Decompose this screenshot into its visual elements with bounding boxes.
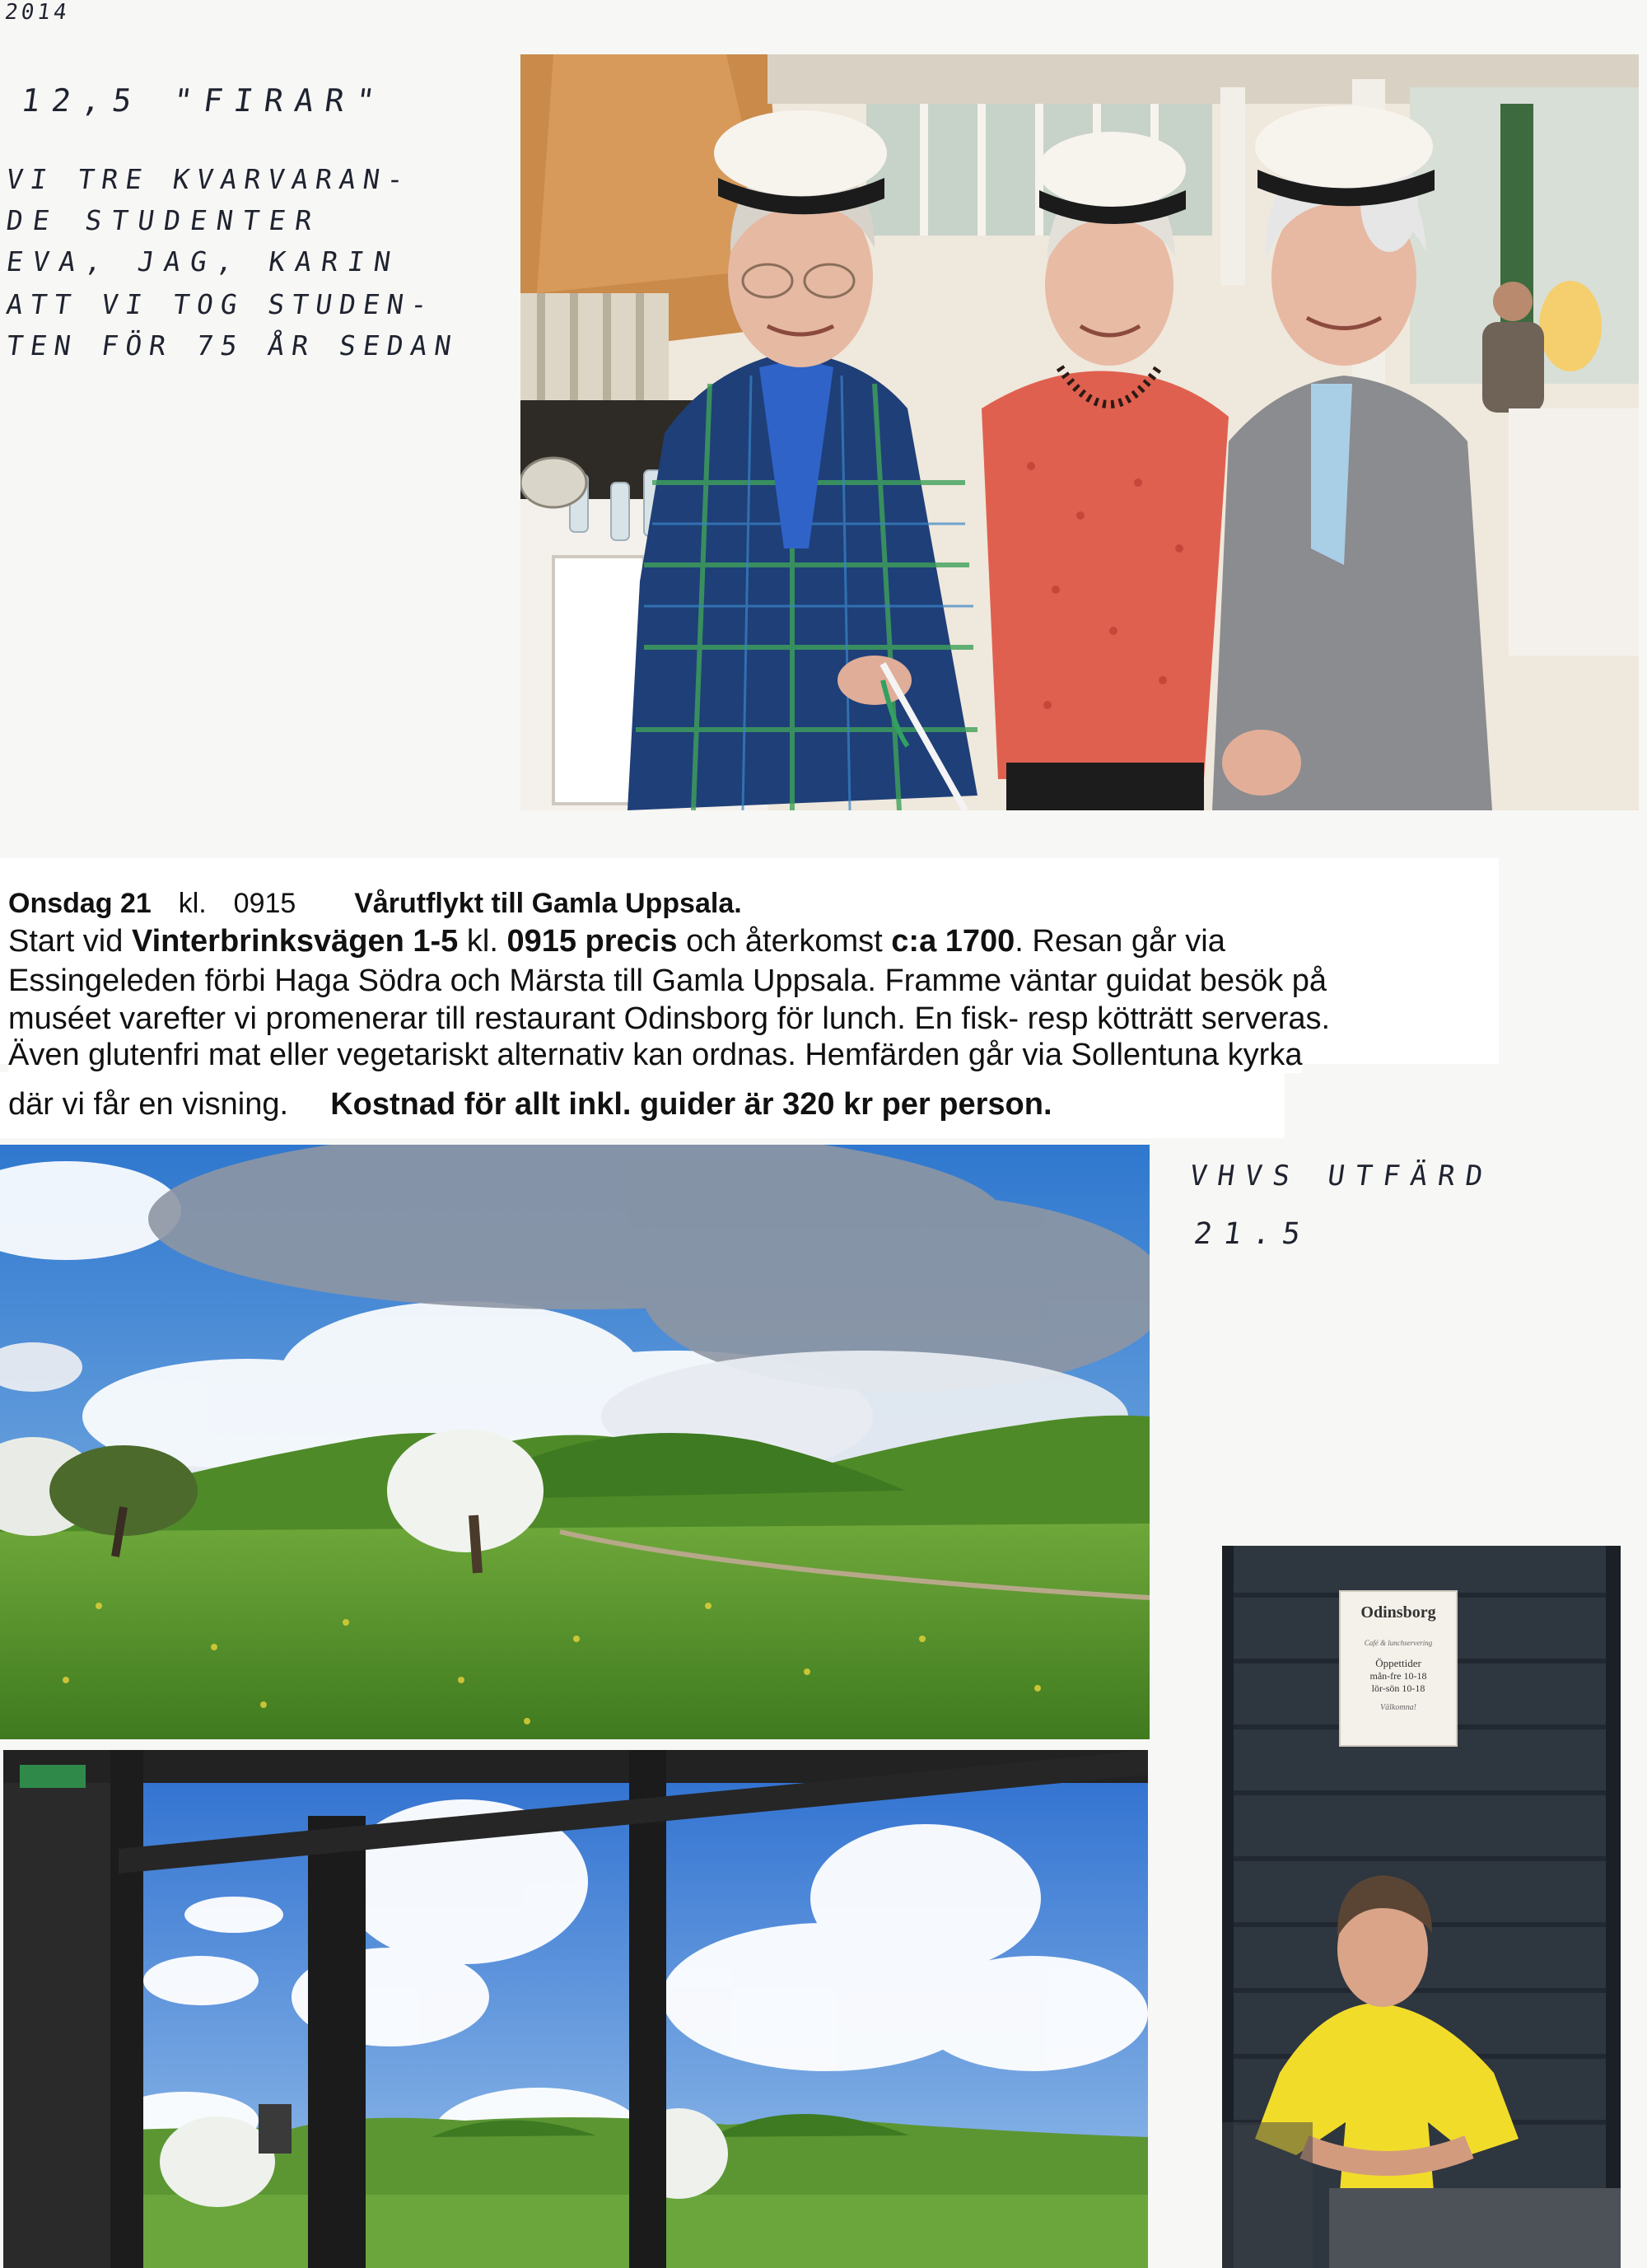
photo-graduates-illustration xyxy=(520,54,1639,810)
clipping-text: där vi får en visning. xyxy=(8,1087,289,1122)
clipping-line-1 xyxy=(8,924,1225,959)
note-top-line: ATT VI TOG STUDEN- xyxy=(4,288,437,320)
clipping-text: kl. xyxy=(466,924,498,959)
note-mid xyxy=(1187,1160,1561,1267)
clipping-time: 0915 xyxy=(233,888,296,919)
clipping-return-time: c:a 1700 xyxy=(891,924,1015,959)
clipping-day: Onsdag 21 xyxy=(8,888,152,919)
clipping-text: . Resan går via xyxy=(1015,924,1225,959)
sign-hours-weekday: mån-fre 10-18 xyxy=(1369,1670,1427,1682)
clipping-address: Vinterbrinksvägen 1-5 xyxy=(131,924,459,959)
sign-subtitle: Café & lunchservering xyxy=(1364,1639,1433,1647)
note-top-line: TEN FÖR 75 ÅR SEDAN xyxy=(4,329,461,362)
sign-brand: Odinsborg xyxy=(1360,1603,1436,1622)
note-top-line: DE STUDENTER xyxy=(4,204,324,236)
sign-hours-weekend: lör-sön 10-18 xyxy=(1371,1682,1425,1694)
clipping-line-3: muséet varefter vi promenerar till restaurant Odinsborg för lunch. En fisk- resp kötträtt serveras. xyxy=(8,1001,1331,1036)
clipping-line-2: Essingeleden förbi Haga Södra och Märsta till Gamla Uppsala. Framme väntar guidat besök på xyxy=(8,964,1327,998)
event-clipping xyxy=(0,858,1499,1072)
photo-graduates-restaurant xyxy=(520,54,1639,810)
clipping-cost: Kostnad för allt inkl. guider är 320 kr per person. xyxy=(330,1087,1052,1122)
sign-hours-title: Öppettider xyxy=(1375,1657,1421,1669)
clipping-title: Vårutflykt till Gamla Uppsala. xyxy=(354,888,742,919)
landscape-illustration xyxy=(0,1145,1150,1739)
clipping-line-5 xyxy=(0,1072,1285,1138)
clipping-time-label: kl. xyxy=(178,888,207,919)
window-view-illustration xyxy=(3,1750,1148,2268)
note-top-line: VI TRE KVARVARAN- xyxy=(4,163,413,195)
clipping-heading xyxy=(8,888,742,920)
odinsborg-sign xyxy=(1339,1590,1458,1747)
note-year: 2014 xyxy=(2,0,72,25)
clipping-text: Start vid xyxy=(8,924,124,959)
note-top-line: EVA, JAG, KARIN xyxy=(4,245,403,278)
clipping-start-time: 0915 precis xyxy=(506,924,678,959)
photo-gamla-uppsala-mounds xyxy=(0,1145,1150,1739)
photo-museum-window-view xyxy=(3,1750,1148,2268)
note-mid-line: VHVS UTFÄRD xyxy=(1187,1160,1495,1192)
photo-odinsborg-cafe xyxy=(1222,1546,1621,2268)
note-mid-line: 21.5 xyxy=(1192,1217,1314,1251)
clipping-line-4: Även glutenfri mat eller vegetariskt alternativ kan ordnas. Hemfärden går via Sollentuna kyrka xyxy=(8,1038,1303,1072)
note-top-line: 12,5 "FIRAR" xyxy=(18,82,389,119)
clipping-text: och återkomst xyxy=(686,924,883,959)
sign-welcome: Välkomna! xyxy=(1380,1703,1416,1712)
